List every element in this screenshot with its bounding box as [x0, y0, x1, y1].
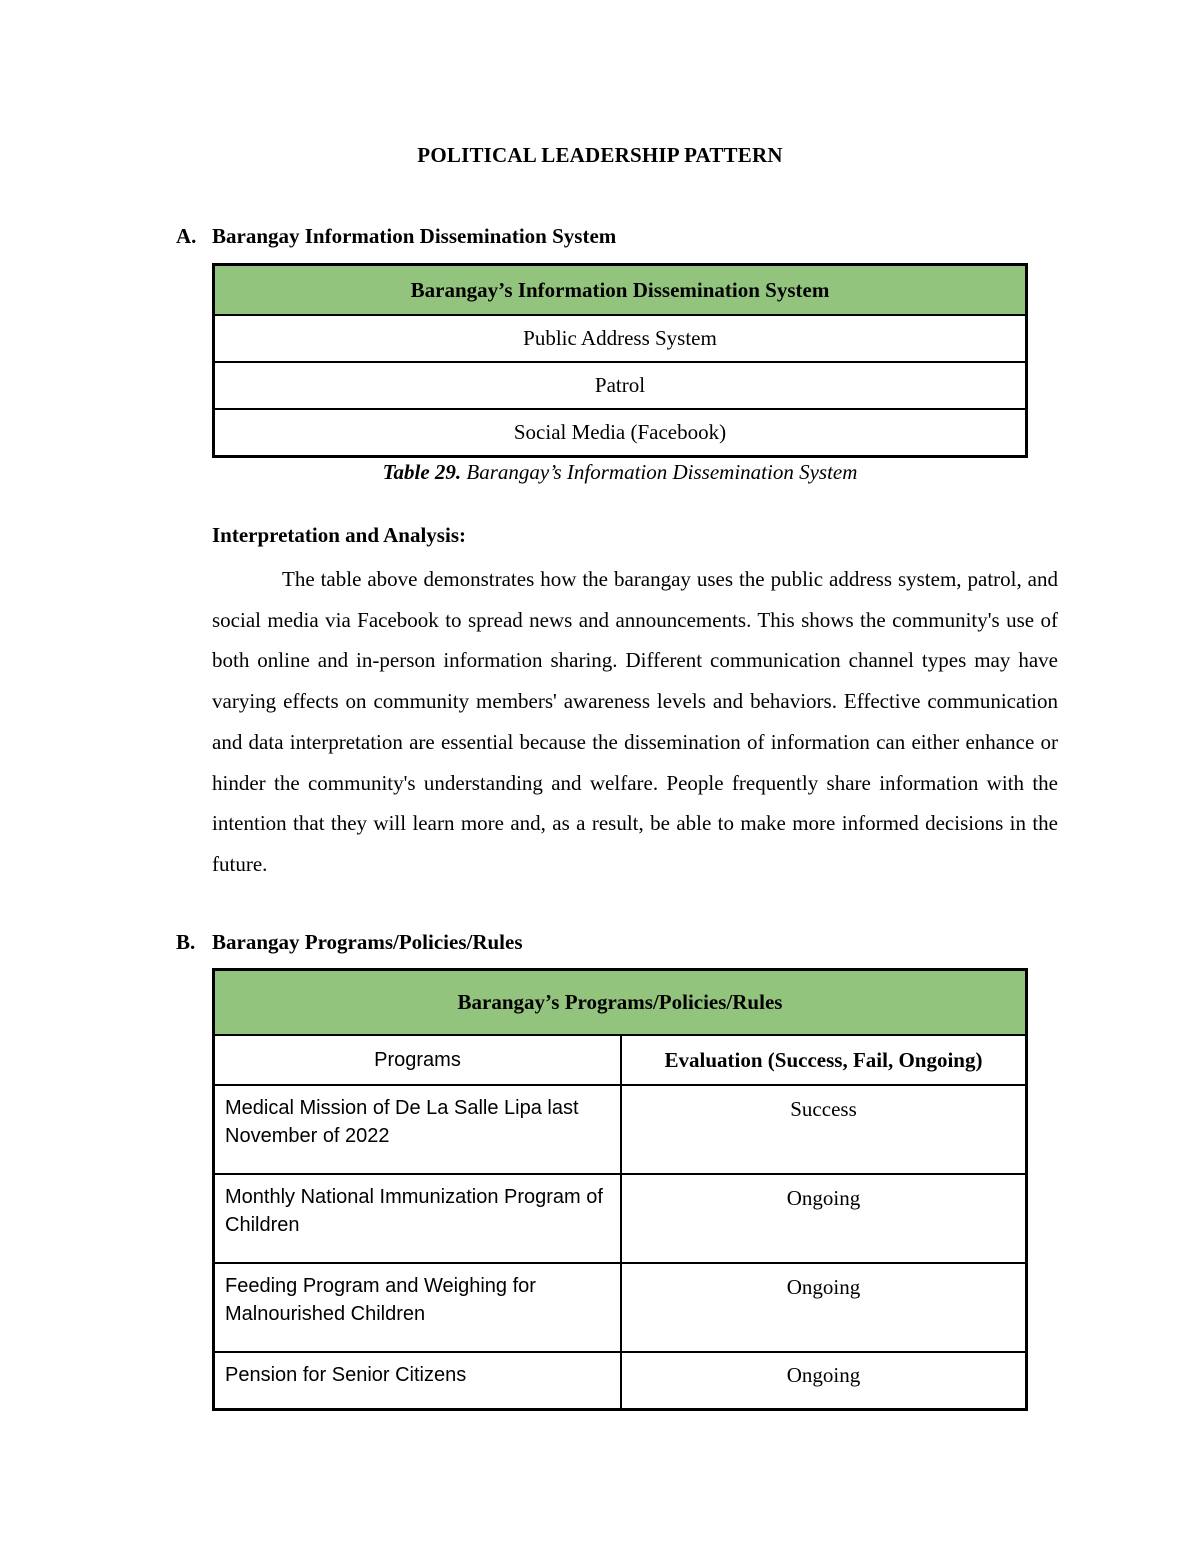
dissemination-table-header: Barangay’s Information Dissemination System — [214, 265, 1027, 316]
table-row — [214, 1174, 1027, 1263]
dissemination-row: Public Address System — [214, 315, 1027, 362]
page-title: POLITICAL LEADERSHIP PATTERN — [417, 143, 783, 167]
program-name: Medical Mission of De La Salle Lipa last November of 2022 — [214, 1085, 622, 1174]
program-name: Feeding Program and Weighing for Malnourished Children — [214, 1263, 622, 1352]
programs-table-header: Barangay’s Programs/Policies/Rules — [214, 970, 1027, 1036]
section-b-letter: B. — [176, 930, 196, 954]
section-a-title: Barangay Information Dissemination System — [212, 224, 617, 248]
table-caption-label: Table 29. — [382, 460, 462, 484]
dissemination-row: Social Media (Facebook) — [214, 409, 1027, 457]
dissemination-row: Patrol — [214, 362, 1027, 409]
program-evaluation: Ongoing — [621, 1352, 1027, 1410]
section-b-title: Barangay Programs/Policies/Rules — [212, 930, 523, 954]
program-name: Pension for Senior Citizens — [214, 1352, 622, 1410]
programs-column-header: Programs — [214, 1035, 622, 1085]
program-name: Monthly National Immunization Program of Children — [214, 1174, 622, 1263]
table-row — [214, 1352, 1027, 1410]
table-row — [214, 1085, 1027, 1174]
section-b-heading — [176, 930, 523, 955]
program-evaluation: Ongoing — [621, 1174, 1027, 1263]
section-a-letter: A. — [176, 224, 197, 248]
programs-table — [212, 968, 1028, 1411]
program-evaluation: Success — [621, 1085, 1027, 1174]
table-row — [214, 1263, 1027, 1352]
section-a-heading — [176, 224, 616, 249]
analysis-paragraph: The table above demonstrates how the barangay uses the public address system, patrol, and social media via Facebook to spread news and announcements. This shows the community's use of both online and in-person information sharing. Different communication channel types may have varying effects on community members' awareness levels and behaviors. Effective communication and data interpretation are essential because the dissemination of information can either enhance or hinder the community's understanding and welfare. People frequently share information with the intention that they will learn more and, as a result, be able to make more informed decisions in the future. — [212, 567, 1058, 876]
table-caption — [0, 460, 1200, 485]
table-caption-text: Barangay’s Information Dissemination System — [461, 460, 858, 484]
program-evaluation: Ongoing — [621, 1263, 1027, 1352]
dissemination-table — [212, 263, 1028, 458]
evaluation-column-header: Evaluation (Success, Fail, Ongoing) — [621, 1035, 1027, 1085]
analysis-heading: Interpretation and Analysis: — [212, 523, 466, 547]
